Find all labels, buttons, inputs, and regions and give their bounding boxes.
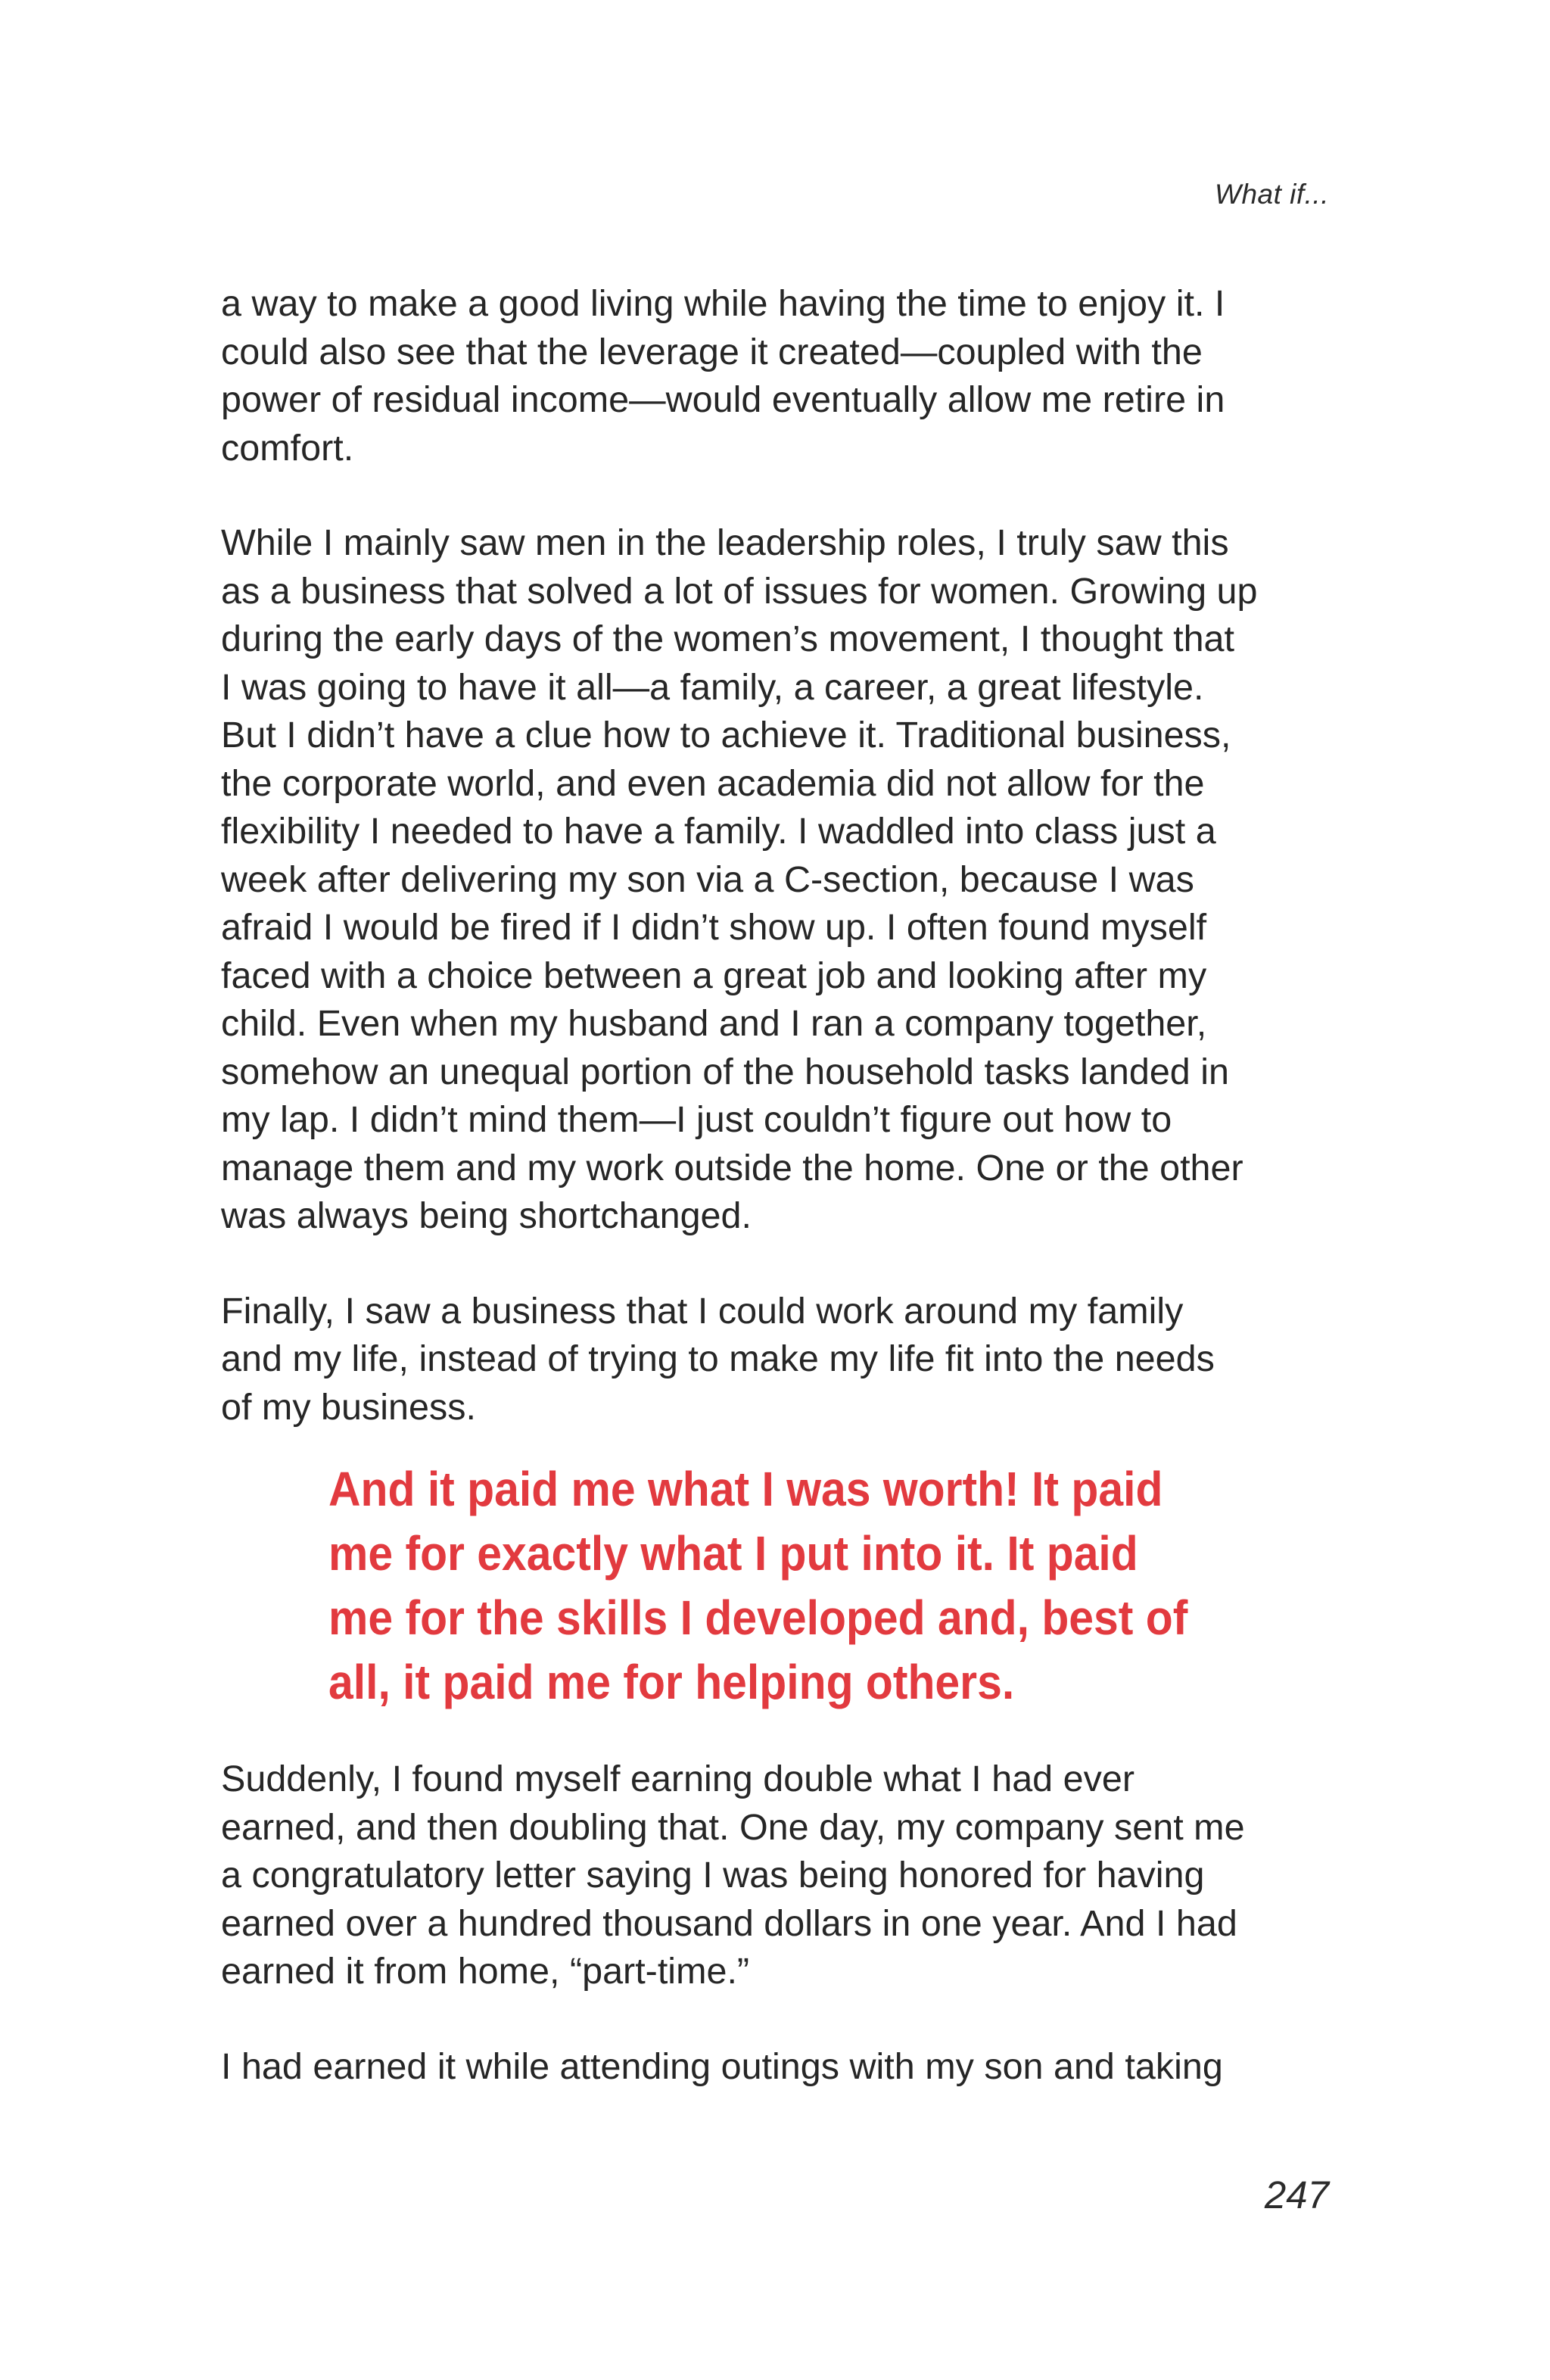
pull-quote-container <box>221 1457 1334 1715</box>
page-number: 247 <box>1264 2173 1329 2216</box>
paragraph: a way to make a good living while having the time to enjoy it. I could also see that the leverage it created—coupled with the power of residual income—would eventually allow me retire in comfort. <box>221 283 1225 469</box>
body-text <box>221 280 1334 2138</box>
paragraph: I had earned it while attending outings with my son and taking <box>221 2045 1223 2087</box>
paragraph: Finally, I saw a business that I could work around my family and my life, instead of trying to make my life fit into the needs of my business. <box>221 1290 1215 1428</box>
running-head: What if... <box>1215 179 1329 210</box>
paragraph: While I mainly saw men in the leadership roles, I truly saw this as a business that solved a lot of issues for women. Growing up during the early days of the women’s movement, I thought that I was going to have it all—a family, a career, a great lifestyle. But I didn’t have a clue how to achieve it. Traditional business, the corporate world, and even academia did not allow for the flexibility I needed to have a family. I waddled into class just a week after delivering my son via a C-section, because I was afraid I would be fired if I didn’t show up. I often found myself faced with a choice between a great job and looking after my child. Even when my husband and I ran a company together, somehow an unequal portion of the household tasks landed in my lap. I didn’t mind them—I just couldn’t figure out how to manage them and my work outside the home. One or the other was always being shortchanged. <box>221 522 1258 1236</box>
pull-quote: And it paid me what I was worth! It paid me for exactly what I put into it. It paid me for the skills I developed and, best of all, it paid me for helping others. <box>328 1462 1188 1709</box>
paragraph: Suddenly, I found myself earning double what I had ever earned, and then doubling that. One day, my company sent me a congratulatory letter saying I was being honored for having earned over a hundred thousand dollars in one year. And I had earned it from home, “part-time.” <box>221 1759 1245 1992</box>
